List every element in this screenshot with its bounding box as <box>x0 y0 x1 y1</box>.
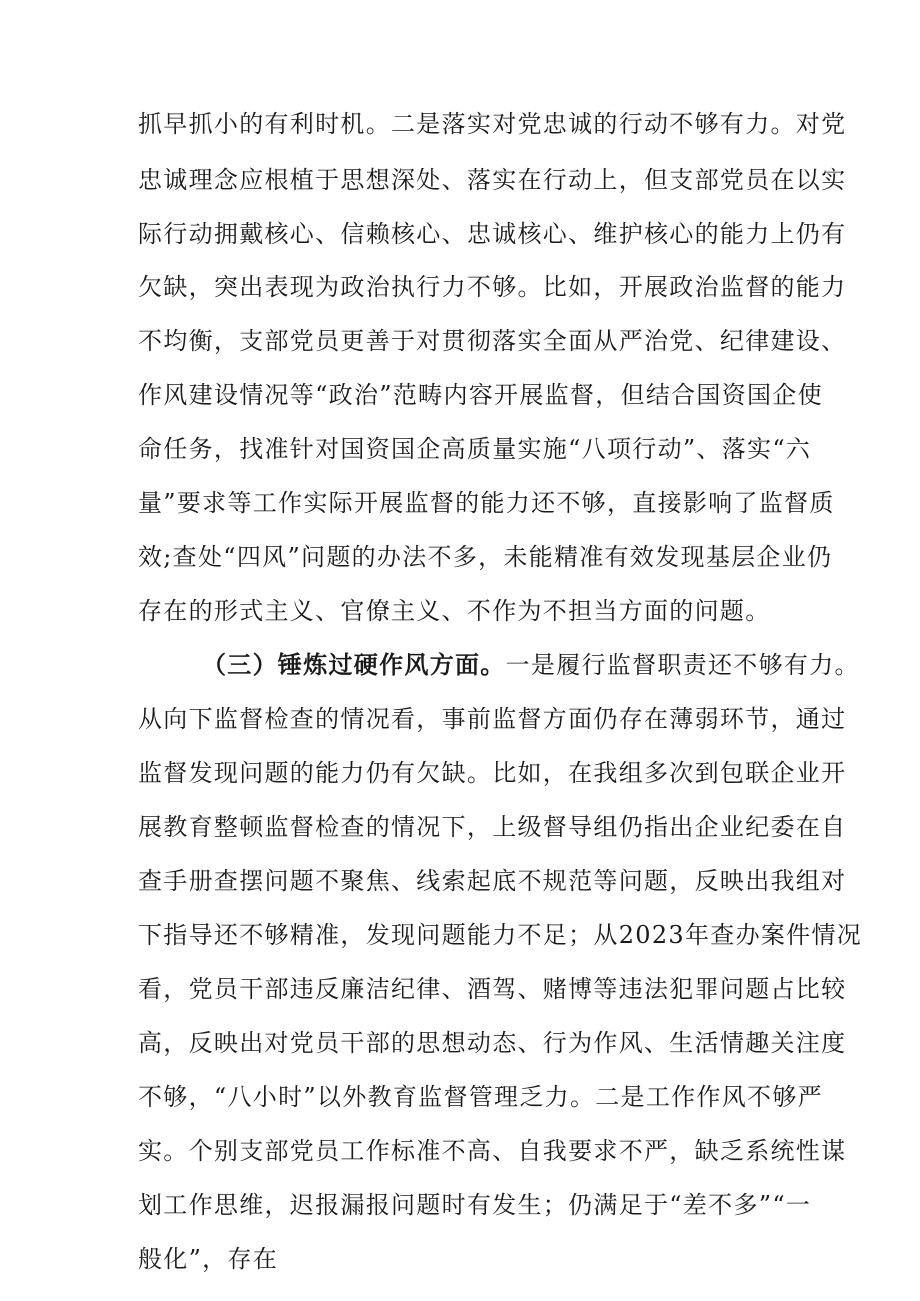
paragraph-line: 抓早抓小的有利时机。二是落实对党忠诚的行动不够有力。对党 <box>138 110 847 138</box>
paragraph-line: 般化”，存在 <box>138 1245 279 1273</box>
paragraph-line: 监督发现问题的能力仍有欠缺。比如，在我组多次到包联企业开 <box>138 759 847 787</box>
paragraph-line: 从向下监督检查的情况看，事前监督方面仍存在薄弱环节，通过 <box>138 705 847 733</box>
paragraph-line: 查手册查摆问题不聚焦、线索起底不规范等问题，反映出我组对 <box>138 867 847 895</box>
paragraph-line: 作风建设情况等“政治”范畴内容开展监督，但结合国资国企使 <box>138 381 823 409</box>
paragraph-line: 高，反映出对党员干部的思想动态、行为作风、生活情趣关注度 <box>138 1029 847 1057</box>
paragraph-line: 存在的形式主义、官僚主义、不作为不担当方面的问题。 <box>138 597 771 625</box>
paragraph-line: 际行动拥戴核心、信赖核心、忠诚核心、维护核心的能力上仍有 <box>138 220 847 248</box>
section-heading-line <box>202 645 860 685</box>
paragraph-line: 划工作思维，迟报漏报问题时有发生；仍满足于“差不多”“一 <box>138 1191 812 1219</box>
paragraph-line: 看，党员干部违反廉洁纪律、酒驾、赌博等违法犯罪问题占比较 <box>138 975 847 1003</box>
paragraph-line: 效;查处“四风”问题的办法不多，未能精准有效发现基层企业仍 <box>138 543 833 571</box>
paragraph-line: 展教育整顿监督检查的情况下，上级督导组仍指出企业纪委在自 <box>138 813 847 841</box>
paragraph-line: 欠缺，突出表现为政治执行力不够。比如，开展政治监督的能力 <box>138 273 847 301</box>
paragraph-line: 命任务，找准针对国资国企高质量实施“八项行动”、落实“六 <box>138 435 812 463</box>
paragraph-line: 不均衡，支部党员更善于对贯彻落实全面从严治党、纪律建设、 <box>138 327 847 355</box>
paragraph-line: 下指导还不够精准，发现问题能力不足；从2023年查办案件情况 <box>138 921 863 949</box>
paragraph-line: 量”要求等工作实际开展监督的能力还不够，直接影响了监督质 <box>138 489 835 517</box>
paragraph-line: 实。个别支部党员工作标准不高、自我要求不严，缺乏系统性谋 <box>138 1137 847 1165</box>
section-heading: （三）锤炼过硬作风方面。 <box>202 650 506 679</box>
paragraph-line: 不够，“八小时”以外教育监督管理乏力。二是工作作风不够严 <box>138 1083 823 1111</box>
paragraph-line: 忠诚理念应根植于思想深处、落实在行动上，但支部党员在以实 <box>138 166 847 194</box>
section-heading-continuation: 一是履行监督职责还不够有力。 <box>505 651 860 679</box>
